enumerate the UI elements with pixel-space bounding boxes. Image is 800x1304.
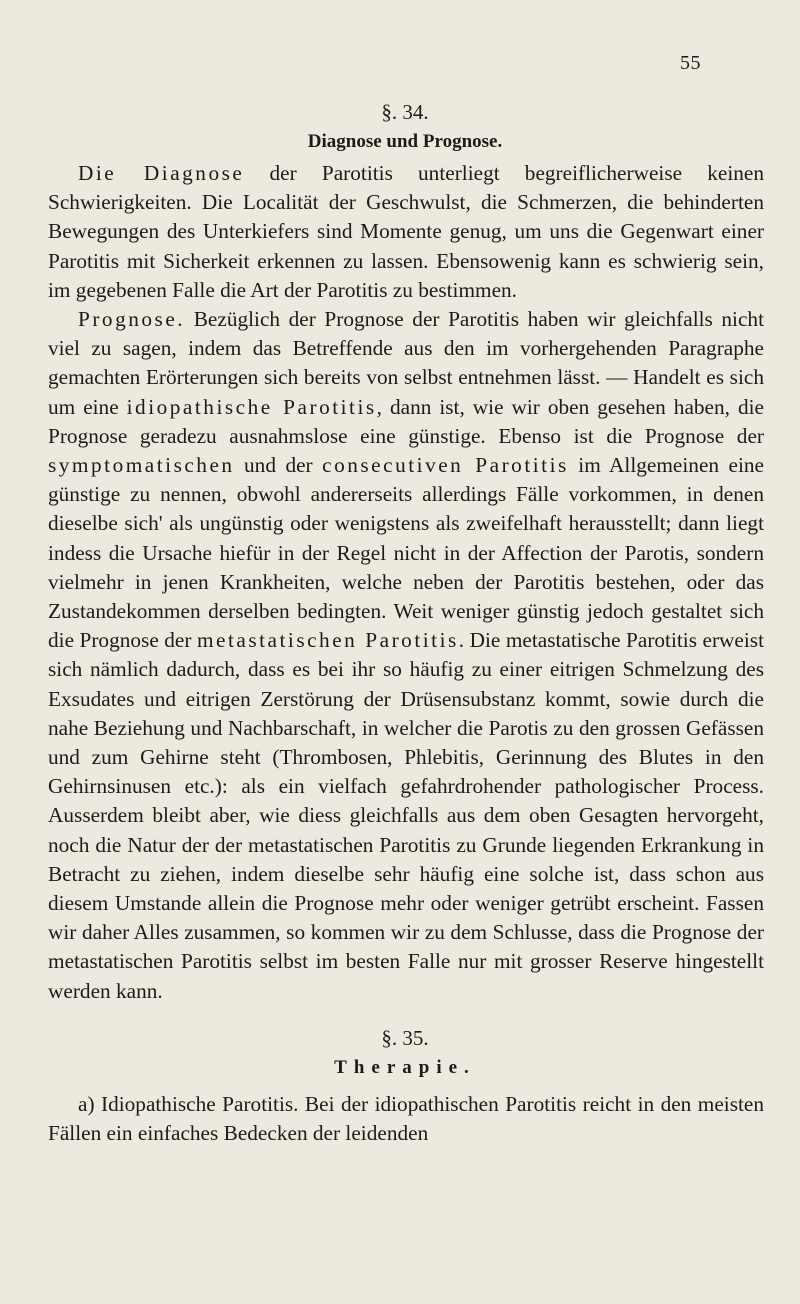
diagnosis-paragraph [48, 159, 764, 305]
section-34-body [48, 159, 764, 1006]
prognosis-text-1: Bezüglich der Prognose der Parotitis haben wir gleichfalls nicht viel zu sagen, indem das Betreffende aus den im vorhergehenden Paragraphe gemachten Erörterungen sich bereits von selbst entnehmen lässt. — Handelt es sich um eine [48, 307, 764, 419]
prognosis-text-5: . Die metastatische Parotitis erweist sich nämlich dadurch, dass es bei ihr so häufig zu einer eitrigen Schmelzung des Exsudates und eitrigen Zerstörung der Drüsensubstanz kommt, sowie durch die nahe Beziehung und Nachbarschaft, in welcher die Parotis zu den grossen Gefässen und zum Gehirne steht (Thrombosen, Phlebitis, Gerinnung des Blutes in den Gehirnsinusen etc.): als ein vielfach gefahrdrohender pathologischer Process. Ausserdem bleibt aber, wie diess gleichfalls aus dem oben Gesagten hervorgeht, noch die Natur der der metastatischen Parotitis zu Grunde liegenden Erkrankung in Betracht zu ziehen, indem dieselbe sehr häufig eine solche ist, dass schon aus diesem Umstande allein die Prognose mehr oder weniger getrübt erscheint. Fassen wir daher Alles zusammen, so kommen wir zu dem Schlusse, dass die Prognose der metastatischen Parotitis selbst im besten Falle nur mit grosser Reserve hingestellt werden kann. [48, 628, 764, 1003]
prognosis-text-3: und der [234, 453, 323, 478]
therapy-lead: a) Idiopathische Parotitis. [78, 1092, 299, 1116]
prognosis-paragraph [48, 305, 764, 1006]
therapy-text: Bei der idiopathischen Parotitis reicht in den meisten Fällen ein einfaches Bedecken der leidenden [48, 1092, 765, 1146]
section-34-heading: Diagnose und Prognose. [307, 131, 503, 152]
section-35-heading: Therapie. [334, 1057, 476, 1078]
prognosis-lead: Prognose. [78, 307, 186, 332]
section-35-number: §. 35. [381, 1026, 429, 1050]
prognosis-emphasis-symptomatic: symptomatischen [48, 453, 235, 478]
page-number: 55 [680, 52, 701, 74]
diagnosis-lead: Die Diagnose [78, 161, 245, 185]
prognosis-emphasis-metastatic: metastatischen Parotitis [196, 628, 459, 653]
prognosis-text-4: im Allgemeinen eine günstige zu nennen, obwohl andererseits allerdings Fälle vorkommen, in denen dieselbe sich' als ungünstig oder wenigstens als zweifelhaft herausstellt; dann liegt indess die Ursache hiefür in der Regel nicht in der Affection der Parotis, sondern vielmehr in jenen Krankheiten, welche neben der Parotitis bestehen, oder das Zustandekommen derselben bedingten. Weit weniger günstig jedoch gestaltet sich die Prognose der [48, 453, 765, 653]
section-34-number: §. 34. [381, 100, 429, 124]
therapy-paragraph [48, 1090, 764, 1148]
prognosis-emphasis-consecutive: consecutiven Parotitis [322, 453, 569, 478]
diagnosis-text: der Parotitis unterliegt begreiflicherweise keinen Schwierigkeiten. Die Localität der Geschwulst, die Schmerzen, die behinderten Bewegungen des Unterkiefers sind Momente genug, um uns die Gegenwart einer Parotitis mit Sicherkeit erkennen zu lassen. Ebensowenig kann es schwierig sein, im gegebenen Falle die Art der Parotitis zu bestimmen. [48, 161, 764, 302]
section-35-body [48, 1090, 764, 1148]
prognosis-text-2: , dann ist, wie wir oben gesehen haben, die Prognose geradezu ausnahmslose eine günstige. Ebenso ist die Prognose der [48, 394, 764, 448]
prognosis-emphasis-idiopathic: idiopathische Parotitis [126, 394, 377, 419]
